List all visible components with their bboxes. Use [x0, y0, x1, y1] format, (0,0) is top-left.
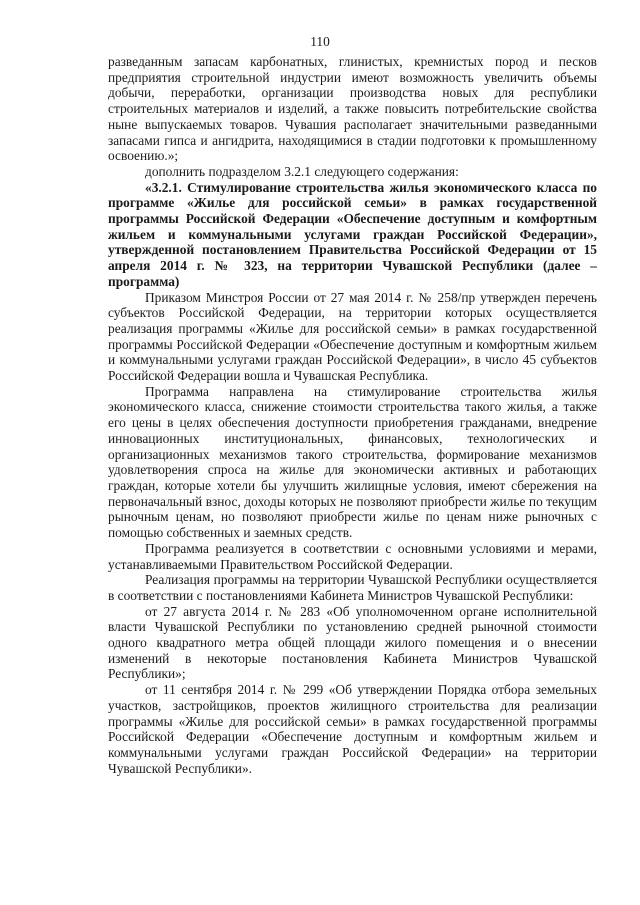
paragraph-amendment-intro: дополнить подразделом 3.2.1 следующего содержания: [145, 163, 459, 179]
paragraph-resolution-299: от 11 сентября 2014 г. № 299 «Об утверждении Порядка отбора земельных участков, застройщиков, проектов жилищного строительства для реализации программы «Жилье для российской семьи» в рамках государственной программы Российской Федерации «Обеспечение доступным и комфортным жильем и коммунальными услугами граждан Российской Федерации» на территории Чувашской Республики». [108, 682, 597, 776]
paragraph-resolution-283: от 27 августа 2014 г. № 283 «Об уполномоченном органе исполнительной власти Чувашской Республики по установлению средней рыночной стоимости одного квадратного метра общей площади жилого помещения и о внесении изменений в некоторые постановления Кабинета Министров Чувашской Республики»; [108, 603, 597, 682]
paragraph-implementation: Реализация программы на территории Чувашской Республики осуществляется в соответствии с постановлениями Кабинета Министров Чувашской Республики: [108, 572, 597, 603]
document-body [108, 54, 597, 776]
section-heading-3-2-1: «3.2.1. Стимулирование строительства жилья экономического класса по программе «Жилье для российской семьи» в рамках государственной программы Российской Федерации «Обеспечение доступным и комфортным жильем и коммунальными услугами граждан Российской Федерации», утвержденной постановлением Правительства Российской Федерации от 15 апреля 2014 г. № 323, на территории Чувашской Республики (далее – программа) [108, 179, 597, 289]
paragraph-resources-continued: разведанным запасам карбонатных, глинистых, кремнистых пород и песков предприятия строительной индустрии имеют возможность увеличить объемы добычи, переработки, организации производства новых для республики строительных материалов и изделий, а также повысить потребительские свойства ныне выпускаемых товаров. Чувашия располагает значительными разведанными запасами гипса и ангидрита, находящимися в стадии подготовки к промышленному освоению.»; [108, 54, 597, 164]
paragraph-minstroy-order: Приказом Минстроя России от 27 мая 2014 г. № 258/пр утвержден перечень субъектов Российской Федерации, на территории которых осуществляется реализация программы «Жилье для российской семьи» в рамках государственной программы Российской Федерации «Обеспечение доступным и комфортным жильем и коммунальными услугами граждан Российской Федерации», в число 45 субъектов Российской Федерации вошла и Чувашская Республика. [108, 289, 597, 384]
page-number: 110 [310, 34, 330, 49]
paragraph-program-conditions: Программа реализуется в соответствии с основными условиями и мерами, устанавливаемыми Правительством Российской Федерации. [108, 540, 597, 572]
paragraph-program-goals: Программа направлена на стимулирование строительства жилья экономического класса, снижение стоимости строительства такого жилья, а также его цены в целях обеспечения доступности приобретения гражданами, внедрение инновационных институциональных, финансовых, технологических и организационных механизмов такого строительства, формирование механизмов удовлетворения спроса на жилье для экономически активных и работающих граждан, которые хотели бы улучшить жилищные условия, имеют сбережения на первоначальный взнос, доходы которых не позволяют приобрести жилье по текущим рыночным ценам, но позволяют приобрести жилье по ценам ниже рыночных с помощью собственных и заемных средств. [108, 383, 597, 541]
